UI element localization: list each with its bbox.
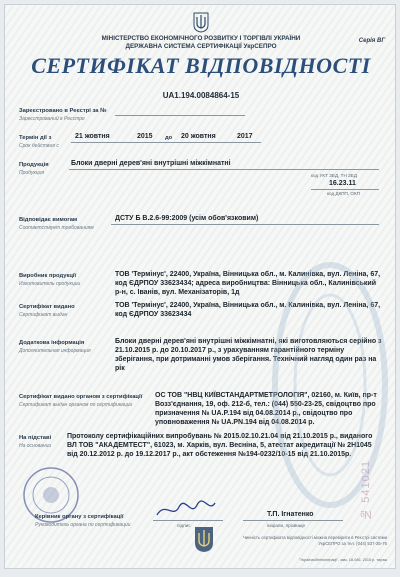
certificate-page	[4, 4, 396, 569]
issued-to-value: ТОВ 'Термінус', 22400, Україна, Вінницька обл., м. Калинівка, вул. Леніна, 67, код ЄДРПОУ 33623434	[115, 302, 381, 318]
trident-emblem-icon	[192, 11, 210, 33]
name-line	[243, 520, 343, 521]
basis-value: Протоколу сертифікаційних випробувань № 2015.02.10.21.04 від 21.10.2015 р., виданого ВЛ ТОВ "АКАДЕМТЕСТ", 61023, м. Харків, вул. Весніна, 5, атестат акредитації № 2Н1045 від 20.12.2012 р. до 19.12.2017 р., акт обстеження №194-0232/10-15 від 21.10.2015р.	[67, 433, 373, 458]
product-label-en: Продукция	[19, 170, 45, 176]
series-label: Серія ВГ	[358, 38, 385, 44]
cert-body-label-en: Сертификат выдан органом по сертификации	[19, 402, 133, 408]
product-label: Продукція	[19, 162, 49, 168]
signature-scribble	[155, 499, 217, 521]
serial-number: № 541021	[360, 460, 372, 520]
term-to-year: 2017	[237, 133, 253, 140]
requirements-value: ДСТУ Б В.2.6-99:2009 (усім обов'язковим)	[115, 215, 259, 222]
term-label: Термін дії з	[19, 135, 52, 141]
manufacturer-value: ТОВ 'Термінус', 22400, Україна, Вінницька обл., м. Калинівка, вул. Леніна, 67, код ЄДРПОУ 33623434; адреса виробництва: Вінницька обл., Калинівський р-н, с. Іванів, вул. Механізаторів, 1д	[115, 271, 381, 296]
certificate-title: СЕРТИФІКАТ ВІДПОВІДНОСТІ	[31, 53, 371, 78]
additional-label: Додаткова інформація	[19, 340, 85, 346]
requirements-label: Відповідає вимогам	[19, 217, 78, 223]
code-label-2: код ДКПП, ОКП	[327, 191, 360, 196]
manufacturer-label-en: Изготовитель продукции	[19, 281, 81, 287]
cert-body-label: Сертифікат видано органом з сертифікації	[19, 394, 143, 400]
footer-note: Чинність сертифіката відповідності можна перевірити в Реєстрі системи УкрСЕПРО за тел. (044) 537-35-76	[242, 535, 387, 546]
manufacturer-label: Виробник продукції	[19, 273, 77, 279]
product-line	[69, 169, 379, 170]
additional-label-en: Дополнительная информация	[19, 348, 91, 354]
name-label: ініціали, прізвище	[267, 523, 306, 528]
registered-label-en: Зареєстрований в Реєстре	[19, 116, 85, 122]
cert-body-value: ОС ТОВ "НВЦ КИЇВСТАНДАРТМЕТРОЛОГІЯ", 02160, м. Київ, пр-т Возз'єднання, 19, оф. 212-б, тел.: (044) 550-23-25, свідоцтво про призначення № UA.P.194 від 04.08.2014 р., свідоцтво про уповноваження № UA.PN.194 від 04.08.2014 р.	[155, 392, 377, 426]
certificate-number: UA1.194.0084864-15	[162, 91, 240, 100]
term-label-en: Срок действия с	[19, 143, 59, 149]
requirements-label-en: Соответствует требованиям	[19, 225, 94, 231]
signature-label: підпис	[177, 523, 191, 528]
ministry-title: МІНІСТЕРСТВО ЕКОНОМІЧНОГО РОЗВИТКУ І ТОРГІВЛІ УКРАЇНИ	[101, 35, 301, 42]
registered-line	[115, 115, 245, 116]
basis-label-en: На основании	[19, 443, 52, 449]
product-value: Блоки дверні дерев'яні внутрішні міжкімнатні	[71, 160, 231, 167]
term-to-day: 20 жовтня	[181, 133, 216, 140]
issued-to-label-en: Сертификат выдан	[19, 312, 68, 318]
head-name: Т.П. Ігнатенко	[267, 511, 314, 518]
system-title: ДЕРЖАВНА СИСТЕМА СЕРТИФІКАЦІЇ УкрСЕПРО	[125, 43, 277, 50]
issued-to-label: Сертифікат видано	[19, 304, 75, 310]
code-label-1: код УКТ ЗЕД, ТН ЗЕД	[311, 173, 358, 178]
registered-label: Зареєстровано в Реєстрі за №	[19, 108, 107, 114]
printer-note: "Українаобліполіграф", зам. 18-046, 2015 р. тираж	[298, 558, 387, 562]
term-to-label: до	[165, 135, 173, 141]
product-code: 16.23.11	[329, 180, 356, 187]
ukraine-coat-of-arms-icon	[193, 525, 215, 553]
head-label-en: Руководитель органа по сертификации	[35, 522, 131, 528]
term-from-year: 2015	[137, 133, 153, 140]
additional-value: Блоки дверні дерев'яні внутрішні міжкімнатні, які виготовляються серійно з 21.10.2015 р. до 20.10.2017 р., з урахуванням гарантійного терміну зберігання, при дотриманні умов зберігання. Технічний нагляд один раз на рік	[115, 338, 382, 372]
head-label: Керівник органу з сертифікації	[35, 514, 124, 520]
code-line	[311, 189, 379, 190]
requirements-line	[111, 224, 379, 225]
term-from-day: 21 жовтня	[75, 133, 110, 140]
basis-label: На підставі	[19, 435, 52, 441]
term-line	[71, 142, 261, 143]
